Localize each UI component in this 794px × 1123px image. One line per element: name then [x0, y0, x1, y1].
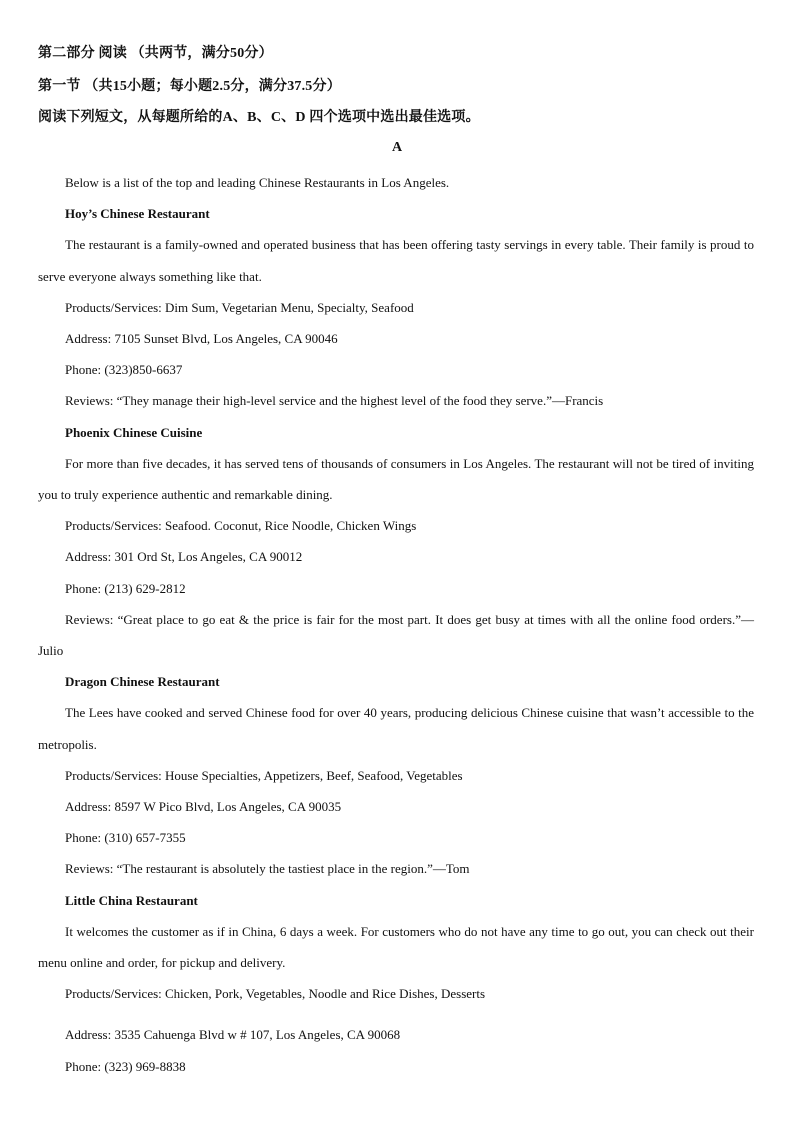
passage-body	[38, 167, 754, 1082]
restaurant-description: The Lees have cooked and served Chinese food for over 40 years, producing delicious Chinese cuisine that wasn’t accessible to the metropolis.	[38, 705, 754, 752]
restaurant-products: Products/Services: House Specialties, Appetizers, Beef, Seafood, Vegetables	[65, 767, 463, 783]
restaurant-products: Products/Services: Dim Sum, Vegetarian Menu, Specialty, Seafood	[65, 299, 414, 315]
restaurant-review: Reviews: “Great place to go eat & the price is fair for the most part. It does get busy at times with all the online food orders.”—Julio	[38, 611, 754, 659]
restaurant-name: Hoy’s Chinese Restaurant	[65, 206, 210, 222]
restaurant-address: Address: 301 Ord St, Los Angeles, CA 90012	[65, 549, 303, 565]
restaurant-review: Reviews: “The restaurant is absolutely the tastiest place in the region.”—Tom	[65, 861, 470, 877]
restaurant-address: Address: 3535 Cahuenga Blvd w # 107, Los Angeles, CA 90068	[65, 1027, 401, 1043]
restaurant-phone: Phone: (323) 969-8838	[65, 1058, 186, 1074]
section-heading: 第一节 （共15小题；每小题2.5分，满分37.5分）	[38, 79, 341, 94]
restaurant-phone: Phone: (323)850-6637	[65, 362, 183, 378]
instruction-text: 阅读下列短文，从每题所给的A、B、C、D 四个选项中选出最佳选项。	[38, 110, 480, 125]
passage-intro: Below is a list of the top and leading Chinese Restaurants in Los Angeles.	[65, 175, 450, 190]
restaurant-name: Dragon Chinese Restaurant	[65, 674, 220, 690]
restaurant-description: For more than five decades, it has served tens of thousands of consumers in Los Angeles. The restaurant will not be tired of inviting you to truly experience authentic and remarkable dining.	[38, 455, 754, 503]
restaurant-description: The restaurant is a family-owned and operated business that has been offering tasty servings in every table. Their family is proud to serve everyone always something like that.	[38, 237, 754, 284]
restaurant-address: Address: 8597 W Pico Blvd, Los Angeles, CA 90035	[65, 799, 342, 815]
restaurant-description: It welcomes the customer as if in China, 6 days a week. For customers who do not have any time to go out, you can check out their menu online and order, for pickup and delivery.	[38, 923, 754, 971]
restaurant-address: Address: 7105 Sunset Blvd, Los Angeles, CA 90046	[65, 331, 338, 347]
restaurant-products: Products/Services: Chicken, Pork, Vegetables, Noodle and Rice Dishes, Desserts	[65, 986, 486, 1002]
restaurant-phone: Phone: (213) 629-2812	[65, 580, 186, 596]
restaurant-name: Little China Restaurant	[65, 892, 198, 908]
restaurant-name: Phoenix Chinese Cuisine	[65, 424, 203, 440]
restaurant-review: Reviews: “They manage their high-level service and the highest level of the food they serve.”—Francis	[65, 393, 604, 409]
passage-label: A	[391, 140, 403, 155]
part-heading: 第二部分 阅读 （共两节，满分50分）	[38, 46, 273, 61]
restaurant-phone: Phone: (310) 657-7355	[65, 830, 186, 846]
restaurant-products: Products/Services: Seafood. Coconut, Rice Noodle, Chicken Wings	[65, 518, 417, 534]
